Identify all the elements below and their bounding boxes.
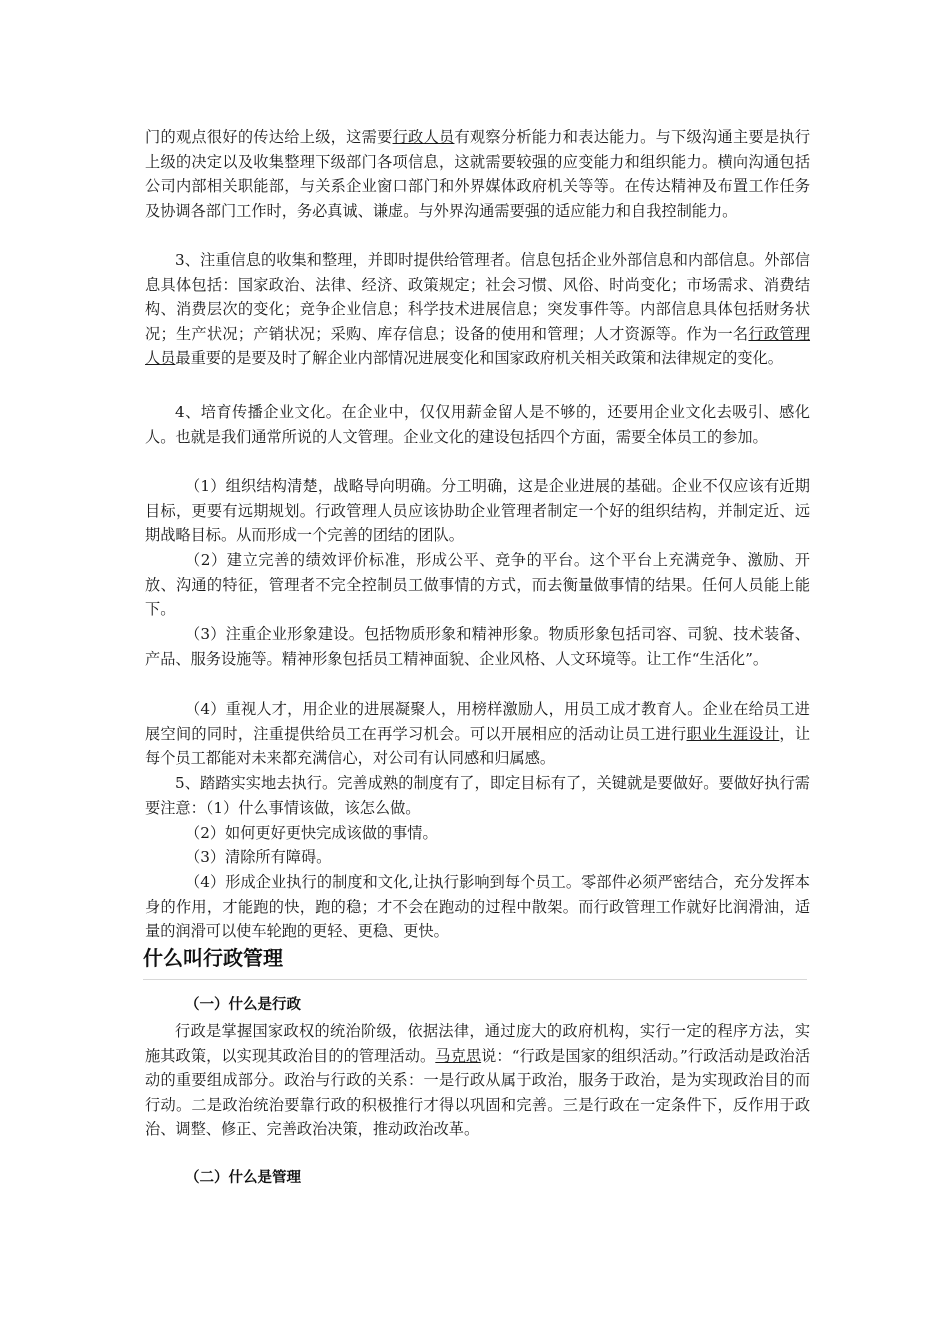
link-administrative-managers[interactable]: 行政管理人员 bbox=[145, 324, 811, 368]
paragraph-execution-3: （3）清除所有障碍。 bbox=[185, 848, 332, 866]
link-administrative-staff[interactable]: 行政人员 bbox=[392, 128, 455, 146]
paragraph-talent bbox=[145, 697, 810, 771]
subheading-management: （二）什么是管理 bbox=[185, 1170, 301, 1186]
paragraph-administration bbox=[145, 1019, 810, 1142]
paragraph-execution: 5、踏踏实实地去执行。完善成熟的制度有了，即定目标有了，关键就是要做好。要做好执行需要注意：（1）什么事情该做，该怎么做。 bbox=[145, 774, 810, 817]
paragraph-culture: 4、培育传播企业文化。在企业中，仅仅用薪金留人是不够的，还要用企业文化去吸引、感化人。也就是我们通常所说的人文管理。企业文化的建设包括四个方面，需要全体员工的参加。 bbox=[145, 403, 810, 446]
text-span: 门的观点很好的传达给上级，这需要 bbox=[145, 128, 393, 146]
text-span: 有观察分析能力和表达能力。与下级沟通主要是执行上级的决定以及收集整理下级部门各项信息，这就需要较强的应变能力和组织能力。横向沟通包括公司内部相关职能部，与关系企业窗口部门和外界媒体政府机关等等。在传达精神及布置工作任务及协调各部门工作时，务必真诚、谦虚。与外界沟通需要强的适应能力和自我控制能力。 bbox=[145, 128, 811, 220]
text-span: 3、注重信息的收集和整理，并即时提供给管理者。信息包括企业外部信息和内部信息。外部信息具体包括：国家政治、法律、经济、政策规定；社会习惯、风俗、时尚变化；市场需求、消费结构、消费层次的变化；竞争企业信息；科学技术进展信息；突发事件等。内部信息具体包括财务状况；生产状况；产销状况；采购、库存信息；设备的使用和管理；人才资源等。作为一名 bbox=[145, 251, 810, 343]
paragraph-information bbox=[145, 248, 810, 371]
paragraph-execution-4: （4）形成企业执行的制度和文化,让执行影响到每个员工。零部件必须严密结合，充分发挥本身的作用，才能跑的快，跑的稳；才不会在跑动的过程中散架。而行政管理工作就好比润滑油，适量的润滑可以使车轮跑的更轻、更稳、更快。 bbox=[145, 873, 810, 941]
paragraph-execution-2: （2）如何更好更快完成该做的事情。 bbox=[185, 824, 438, 842]
section-divider bbox=[143, 979, 807, 980]
text-span: 说：“行政是国家的组织活动。”行政活动是政治活动的重要组成部分。政治与行政的关系：一是行政从属于政治，服务于政治，是为实现政治目的而行动。二是政治统治要靠行政的积极推行才得以巩固和完善。三是行政在一定条件下，反作用于政治、调整、修正、完善政治决策，推动政治改革。 bbox=[145, 1046, 811, 1139]
section-title: 什么叫行政管理 bbox=[143, 946, 283, 970]
paragraph-communication bbox=[145, 125, 810, 223]
text-span: 行政是掌握国家政权的统治阶级，依据法律，通过庞大的政府机构，实行一定的程序方法，实施其政策，以实现其政治目的的管理活动。 bbox=[145, 1022, 810, 1065]
link-career-planning[interactable]: 职业生涯设计 bbox=[686, 724, 780, 743]
subheading-administration: （一）什么是行政 bbox=[185, 997, 301, 1013]
paragraph-structure: （1）组织结构清楚，战略导向明确。分工明确，这是企业进展的基础。企业不仅应该有近期目标，更要有远期规划。行政管理人员应该协助企业管理者制定一个好的组织结构，并制定近、远期战略目标。从而形成一个完善的团结的团队。 bbox=[145, 477, 810, 545]
text-span: （4）重视人才，用企业的进展凝聚人，用榜样激励人，用员工成才教育人。企业在给员工进展空间的同时，注重提供给员工在再学习机会。可以开展相应的活动让员工进行 bbox=[145, 700, 810, 743]
text-span: ，让每个员工都能对未来都充满信心，对公司有认同感和归属感。 bbox=[145, 724, 811, 768]
paragraph-performance: （2）建立完善的绩效评价标准，形成公平、竞争的平台。这个平台上充满竞争、激励、开放、沟通的特征，管理者不完全控制员工做事情的方式，而去衡量做事情的结果。任何人员能上能下。 bbox=[145, 551, 810, 619]
text-span: 最重要的是要及时了解企业内部情况进展变化和国家政府机关相关政策和法律规定的变化。 bbox=[175, 349, 783, 368]
paragraph-image: （3）注重企业形象建设。包括物质形象和精神形象。物质形象包括司容、司貌、技术装备、产品、服务设施等。精神形象包括员工精神面貌、企业风格、人文环境等。让工作“生活化”。 bbox=[145, 625, 810, 668]
link-marx[interactable]: 马克思 bbox=[435, 1046, 482, 1065]
